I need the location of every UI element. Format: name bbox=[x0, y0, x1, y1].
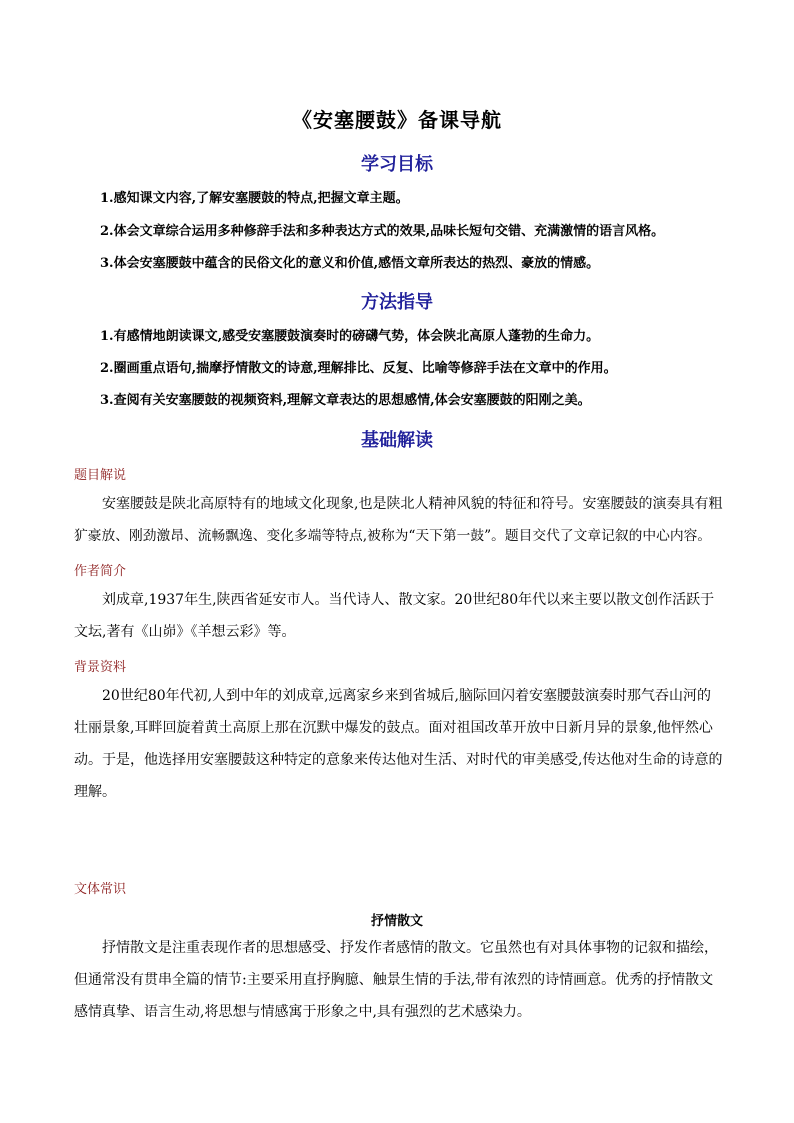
text-line: 犷豪放、刚劲激昂、流畅飘逸、变化多端等特点,被称为“天下第一鼓”。题目交代了文章记叙的中心内容。 bbox=[74, 528, 712, 544]
goal-item-2: 2.体会文章综合运用多种修辞手法和多种表达方式的效果,品味长短句交错、充满激情的语言风格。 bbox=[100, 224, 665, 239]
text-line: 理解。 bbox=[74, 784, 116, 800]
label-author: 作者简介 bbox=[74, 564, 127, 579]
label-genre: 文体常识 bbox=[74, 882, 127, 897]
label-title-explain: 题目解说 bbox=[74, 468, 127, 483]
method-item-1: 1.有感情地朗读课文,感受安塞腰鼓演奏时的磅礴气势，体会陕北高原人蓬勃的生命力。 bbox=[100, 329, 600, 344]
document-title: 《安塞腰鼓》备课导航 bbox=[292, 108, 502, 132]
text-line: 壮丽景象,耳畔回旋着黄土高原上那在沉默中爆发的鼓点。面对祖国改革开放中日新月异的景象,他怦然心 bbox=[74, 720, 713, 736]
method-item-3: 3.查阅有关安塞腰鼓的视频资料,理解文章表达的思想感情,体会安塞腰鼓的阳刚之美。 bbox=[100, 393, 591, 408]
text-line: 文坛,著有《山峁》《羊想云彩》等。 bbox=[74, 624, 296, 640]
text-line: 安塞腰鼓是陕北高原特有的地域文化现象,也是陕北人精神风貌的特征和符号。安塞腰鼓的演奏具有粗 bbox=[102, 496, 723, 512]
genre-subtitle: 抒情散文 bbox=[370, 914, 423, 929]
paragraph-background bbox=[74, 680, 722, 808]
goal-item-1: 1.感知课文内容,了解安塞腰鼓的特点,把握文章主题。 bbox=[100, 191, 409, 206]
text-line: 抒情散文是注重表现作者的思想感受、抒发作者感情的散文。它虽然也有对具体事物的记叙和描绘， bbox=[102, 940, 718, 956]
paragraph-title-explain bbox=[74, 488, 722, 552]
goal-item-3: 3.体会安塞腰鼓中蕴含的民俗文化的意义和价值,感悟文章所表达的热烈、豪放的情感。 bbox=[100, 256, 600, 271]
text-line: 但通常没有贯串全篇的情节:主要采用直抒胸臆、触景生情的手法,带有浓烈的诗情画意。优秀的抒情散文 bbox=[74, 972, 714, 988]
paragraph-author bbox=[74, 584, 722, 648]
text-line: 刘成章,1937年生,陕西省延安市人。当代诗人、散文家。20世纪80年代以来主要以散文创作活跃于 bbox=[102, 592, 715, 608]
text-line: 20世纪80年代初,人到中年的刘成章,远离家乡来到省城后,脑际回闪着安塞腰鼓演奏时那气吞山河的 bbox=[102, 688, 711, 704]
text-line: 感情真挚、语言生动,将思想与情感寓于形象之中,具有强烈的艺术感染力。 bbox=[74, 1004, 531, 1020]
text-line: 动。于是，他选择用安塞腰鼓这种特定的意象来传达他对生活、对时代的审美感受,传达他对生命的诗意的 bbox=[74, 752, 723, 768]
heading-basic-reading: 基础解读 bbox=[361, 430, 433, 451]
method-item-2: 2.圈画重点语句,揣摩抒情散文的诗意,理解排比、反复、比喻等修辞手法在文章中的作用。 bbox=[100, 361, 617, 376]
heading-learning-goals: 学习目标 bbox=[361, 154, 433, 175]
label-background: 背景资料 bbox=[74, 660, 127, 675]
heading-method-guide: 方法指导 bbox=[361, 292, 433, 313]
paragraph-genre bbox=[74, 932, 722, 1028]
